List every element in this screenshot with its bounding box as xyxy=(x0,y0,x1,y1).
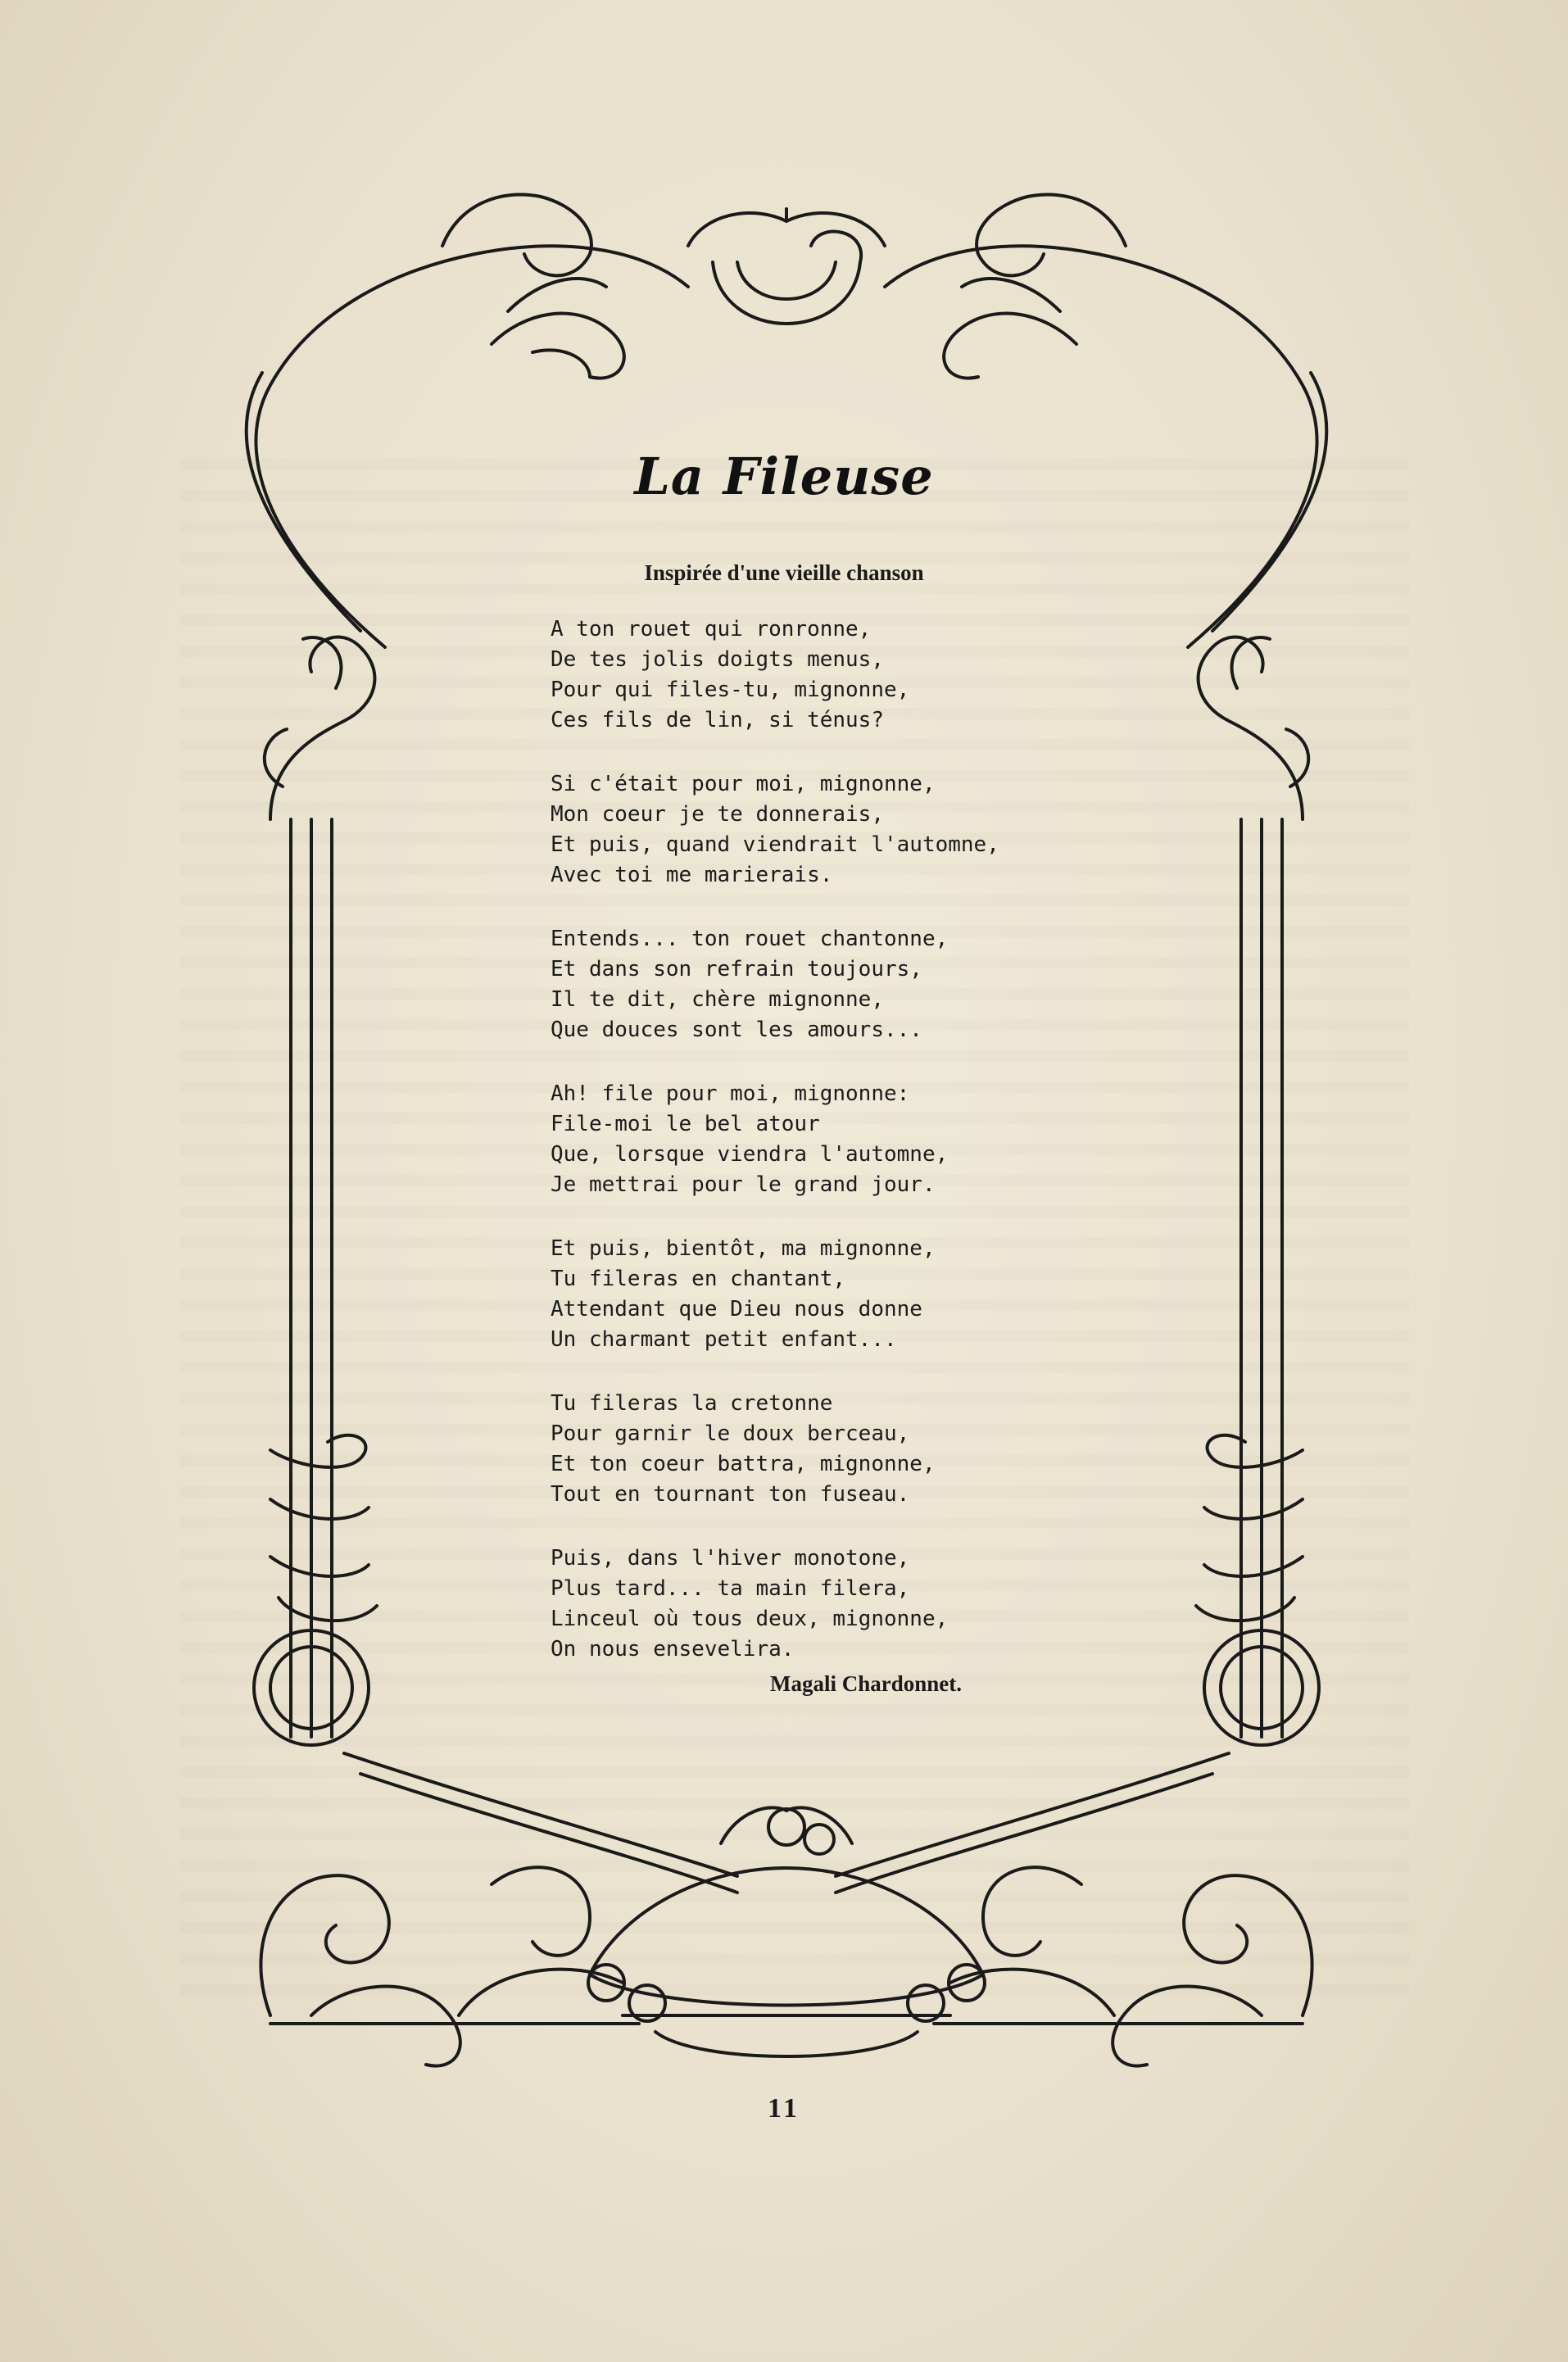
verse-line: Puis, dans l'hiver monotone, xyxy=(551,1546,910,1571)
verse-line: De tes jolis doigts menus, xyxy=(551,647,884,672)
verse-line: Tout en tournant ton fuseau. xyxy=(551,1482,910,1507)
verse-line: Et ton coeur battra, mignonne, xyxy=(551,1452,936,1476)
verse-line: Tu fileras en chantant, xyxy=(551,1267,846,1291)
verse-line: Ah! file pour moi, mignonne: xyxy=(551,1081,910,1106)
verse-line: On nous ensevelira. xyxy=(551,1637,795,1662)
verse-line: Un charmant petit enfant... xyxy=(551,1327,897,1352)
verse-line: Linceul où tous deux, mignonne, xyxy=(551,1607,949,1631)
poem-title: La Fileuse xyxy=(634,447,934,506)
verse-line: Et puis, quand viendrait l'automne, xyxy=(551,832,999,857)
stanza xyxy=(551,1389,1124,1510)
verse-line: Tu fileras la cretonne xyxy=(551,1391,833,1416)
verse-line: Il te dit, chère mignonne, xyxy=(551,987,884,1012)
verse-line: Et dans son refrain toujours, xyxy=(551,957,922,982)
stanza xyxy=(551,614,1124,736)
verse-line: Avec toi me marierais. xyxy=(551,863,833,887)
stanza xyxy=(551,924,1124,1045)
poem-body xyxy=(551,614,1124,1698)
stanza xyxy=(551,1544,1124,1665)
verse-line: File-moi le bel atour xyxy=(551,1112,820,1136)
verse-line: A ton rouet qui ronronne, xyxy=(551,617,872,642)
verse-line: Entends... ton rouet chantonne, xyxy=(551,927,949,951)
verse-line: Plus tard... ta main filera, xyxy=(551,1576,910,1601)
verse-line: Que douces sont les amours... xyxy=(551,1018,922,1042)
page-number: 11 xyxy=(767,2093,801,2124)
verse-line: Je mettrai pour le grand jour. xyxy=(551,1172,936,1197)
verse-line: Pour garnir le doux berceau, xyxy=(551,1421,910,1446)
verse-line: Et puis, bientôt, ma mignonne, xyxy=(551,1236,936,1261)
stanza xyxy=(551,1079,1124,1200)
poem-subtitle: Inspirée d'une vieille chanson xyxy=(644,560,924,585)
verse-line: Si c'était pour moi, mignonne, xyxy=(551,772,936,796)
stanza xyxy=(551,1234,1124,1355)
verse-line: Mon coeur je te donnerais, xyxy=(551,802,884,827)
stanza xyxy=(551,769,1124,891)
verse-line: Que, lorsque viendra l'automne, xyxy=(551,1142,949,1167)
verse-line: Pour qui files-tu, mignonne, xyxy=(551,678,910,702)
author-signature: Magali Chardonnet. xyxy=(770,1671,963,1696)
verse-line: Attendant que Dieu nous donne xyxy=(551,1297,922,1322)
verse-line: Ces fils de lin, si ténus? xyxy=(551,708,884,732)
